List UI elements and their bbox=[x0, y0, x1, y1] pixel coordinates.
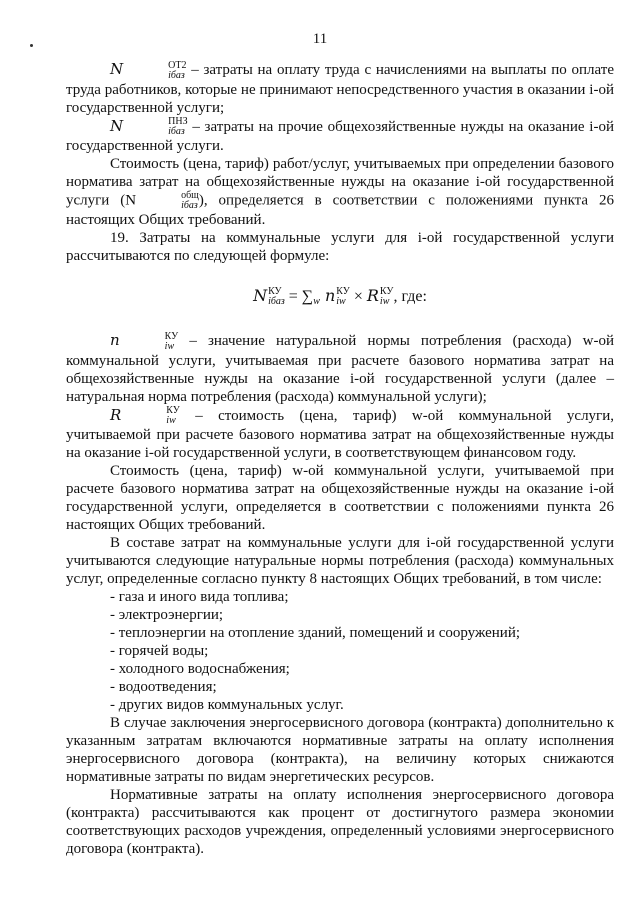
subscript: iбаз bbox=[268, 296, 285, 308]
formula-r: R bbox=[366, 286, 379, 306]
sup-sub-stack bbox=[121, 332, 179, 352]
paragraph-19: 19. Затраты на коммунальные услуги для i-ой государственной услуги рассчитываются по следующей формуле: bbox=[66, 230, 614, 265]
symbol: N bbox=[110, 116, 124, 135]
list-item: - газа и иного вида топлива; bbox=[110, 589, 289, 606]
utility-list bbox=[66, 588, 614, 714]
definition-text: – затраты на прочие общехозяйственные нужды на оказание i-ой государственной услуги. bbox=[66, 118, 614, 155]
paragraph-energy-contract: В случае заключения энергосервисного договора (контракта) дополнительно к указанным затратам включаются нормативные затраты на оплату исполнения энергосервисного договора (контракта), на величину которых снижаются нормативные затраты по видам энергетических ресурсов. bbox=[66, 715, 614, 786]
list-item: - теплоэнергии на отопление зданий, помещений и сооружений; bbox=[110, 625, 521, 642]
subscript: iw bbox=[164, 340, 175, 352]
page-number: 11 bbox=[312, 31, 328, 47]
definition-text: – значение натуральной нормы потребления (расхода) w-ой коммунальной услуги, учитываемая при расчете базового норматива затрат на общехозяйственные нужды на оказание i-ой государственной услуги (далее – натуральная норма потребления (расхода) коммунальной услуги); bbox=[66, 333, 614, 405]
definition-r bbox=[66, 406, 614, 463]
sup-sub-stack bbox=[380, 287, 394, 307]
superscript: общ bbox=[181, 190, 199, 202]
formula-n: n bbox=[319, 286, 336, 306]
definition-text: – стоимость (цена, тариф) w-ой коммунальной услуги, учитываемой при расчете базового норматива затрат на общехозяйственные нужды на оказание i-ой государственной услуги, в соответствующем финансовом году. bbox=[66, 407, 614, 462]
sup-sub-stack bbox=[336, 287, 350, 307]
subscript: iбаз bbox=[168, 69, 185, 81]
list-item: - водоотведения; bbox=[110, 679, 217, 696]
symbol: N bbox=[110, 60, 124, 78]
superscript: КУ bbox=[166, 405, 180, 417]
subscript: iw bbox=[336, 296, 346, 308]
list-item: - холодного водоснабжения; bbox=[110, 661, 290, 678]
paragraph-cost-services bbox=[66, 155, 614, 229]
superscript: КУ bbox=[379, 286, 394, 298]
text-before: Стоимость (цена, тариф) работ/услуг, учитываемых при определении базового норматива затрат на общехозяйственные нужды на оказание i-ой государственной услуги (N bbox=[66, 156, 614, 209]
list-item: - других видов коммунальных услуг. bbox=[110, 697, 344, 714]
definition-ot2 bbox=[66, 60, 614, 117]
scan-speck bbox=[30, 44, 33, 47]
superscript: ОТ2 bbox=[168, 59, 187, 71]
symbol: R bbox=[110, 405, 122, 424]
subscript: iбаз bbox=[181, 200, 198, 212]
definition-text: – затраты на оплату труда с начислениями на выплаты по оплате труда работников, которые не принимают непосредственного участия в оказании i-ой государственной услуги; bbox=[66, 62, 614, 116]
sup-sub-stack bbox=[122, 406, 180, 426]
definition-pnz bbox=[66, 117, 614, 156]
document-body bbox=[66, 60, 614, 858]
sup-sub-stack bbox=[124, 117, 187, 137]
formula-lhs: N bbox=[253, 286, 268, 306]
symbol: n bbox=[110, 331, 120, 350]
formula-eq-sum: = ∑ bbox=[284, 288, 314, 306]
sup-sub-stack bbox=[137, 191, 199, 211]
list-item: - электроэнергии; bbox=[110, 607, 224, 624]
superscript: КУ bbox=[336, 286, 350, 298]
superscript: ПНЗ bbox=[168, 116, 188, 128]
paragraph-cost-utility: Стоимость (цена, тариф) w-ой коммунальной услуги, учитываемой при расчете базового норматива затрат на общехозяйственные нужды на оказание i-ой государственной услуги, определяется в соответствии с положениями пункта 26 настоящих Общих требований. bbox=[66, 463, 614, 534]
formula-times: × bbox=[349, 288, 367, 306]
definition-n bbox=[66, 331, 614, 406]
sum-subscript: w bbox=[313, 296, 320, 308]
superscript: КУ bbox=[164, 330, 179, 342]
sup-sub-stack bbox=[124, 61, 186, 81]
formula-tail: , где: bbox=[393, 288, 427, 306]
sup-sub-stack bbox=[268, 287, 285, 307]
list-item: - горячей воды; bbox=[110, 643, 209, 660]
subscript: iw bbox=[379, 296, 390, 308]
text-after: ), определяется в соответствии с положениями пункта 26 настоящих Общих требований. bbox=[66, 192, 614, 229]
paragraph-composition: В составе затрат на коммунальные услуги для i-ой государственной услуги учитываются следующие натуральные нормы потребления (расхода) коммунальных услуг, определенные согласно пункту 8 настоящих Общих требований, в том числе: bbox=[66, 535, 614, 588]
subscript: iw bbox=[166, 415, 176, 427]
paragraph-energy-contract-costs: Нормативные затраты на оплату исполнения энергосервисного договора (контракта) рассчитываются как процент от достигнутого размера экономии соответствующих расходов учреждения, определенный условиями энергосервисного договора (контракта). bbox=[66, 787, 614, 858]
subscript: iбаз bbox=[168, 126, 185, 138]
superscript: КУ bbox=[268, 286, 282, 298]
formula bbox=[66, 287, 614, 311]
